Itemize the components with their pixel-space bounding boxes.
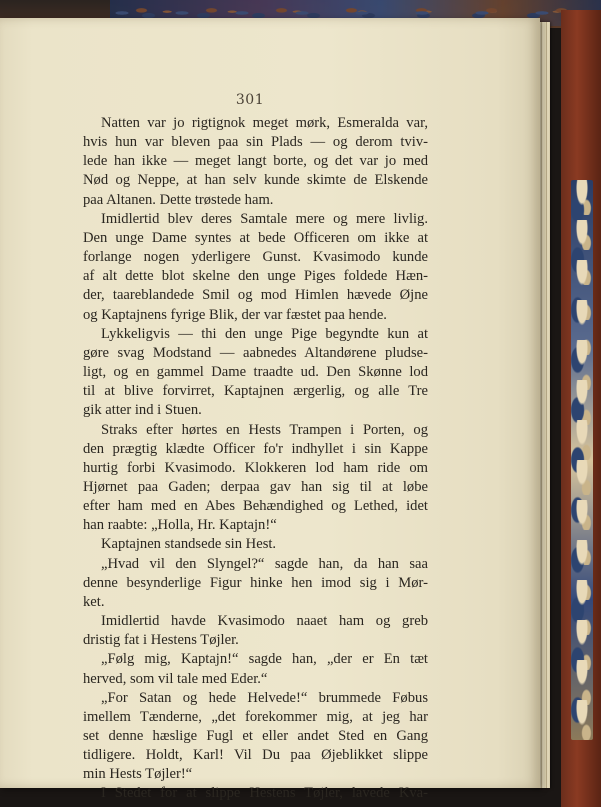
text-line: Straks efter hørtes en Hests Trampen i Porten, og: [101, 421, 428, 438]
text-line: min Hests Tøjler!“: [83, 766, 193, 783]
text-line: gøre svag Modstand — aabnedes Altandørene pludse-: [83, 344, 428, 361]
text-line: og Kaptajnens fyrige Blik, der var fæstet paa hende.: [83, 306, 387, 323]
text-line: der, taareblandede Smil og mod Himlen hævede Øjne: [83, 287, 428, 304]
text-line: Kaptajnen standsede sin Hest.: [101, 536, 277, 553]
text-line: tidligere. Holdt, Karl! Vil Du paa Øjeblikket slippe: [83, 747, 428, 764]
text-line: af alt dette blot skelne den unge Piges foldede Hæn-: [83, 268, 428, 285]
text-line: efter ham med en Abes Behændighed og Lethed, idet: [83, 498, 428, 515]
text-line: Imidlertid blev deres Samtale mere og mere livlig.: [101, 210, 428, 227]
text-line: ligt, og en gammel Dame traadte ud. Den Skønne lod: [83, 364, 428, 381]
text-line: Den unge Dame syntes at bede Officeren om ikke at: [83, 229, 428, 246]
text-line: til at blive forvirret, Kaptajnen ærgerlig, og alle Tre: [83, 383, 428, 400]
text-line: „Følg mig, Kaptajn!“ sagde han, „der er En tæt: [101, 651, 428, 668]
text-line: Nød og Neppe, at han selv kunde skimte de Elskende: [83, 172, 428, 189]
text-line: ket.: [83, 593, 105, 610]
text-line: hvis hun var bleven paa sin Plads — og derom tviv-: [83, 134, 428, 151]
text-line: dristig fat i Hestens Tøjler.: [83, 632, 239, 649]
text-line: den prægtig klædte Officer fo'r indhyllet i sin Kappe: [83, 440, 428, 457]
text-line: I Stedet for at slippe Hestens Tøjler, lavede Kva-: [101, 785, 428, 802]
text-line: imellem Tænderne, „det forekommer mig, at jeg har: [83, 708, 428, 725]
body-text: [83, 114, 428, 804]
text-line: Imidlertid havde Kvasimodo naaet ham og greb: [101, 613, 428, 630]
text-line: lede han ikke — meget langt borte, og det var jo med: [83, 153, 428, 170]
text-line: Natten var jo rigtignok meget mørk, Esmeralda var,: [101, 115, 428, 131]
text-line: „Hvad vil den Slyngel?“ sagde han, da han saa: [101, 555, 428, 572]
text-line: paa Altanen. Dette trøstede ham.: [83, 191, 274, 208]
text-line: denne besynderlige Figur hinke hen imod sig i Mør-: [83, 574, 428, 591]
book-page: [0, 18, 540, 802]
marbled-cover-strip: [571, 180, 593, 740]
text-line: Hjørnet paa Gaden; derpaa gav han sig til at løbe: [83, 478, 428, 495]
text-line: gik atter ind i Stuen.: [83, 402, 202, 419]
book-cover: [561, 10, 601, 807]
text-line: „For Satan og hede Helvede!“ brummede Føbus: [101, 689, 428, 706]
text-line: set denne hæslige Fugl et eller andet Sted en Gang: [83, 728, 428, 744]
text-line: Lykkeligvis — thi den unge Pige begyndte kun at: [101, 325, 428, 342]
text-line: han raabte: „Holla, Hr. Kaptajn!“: [83, 517, 277, 534]
text-line: hurtig forbi Kvasimodo. Klokkeren lod ham ride om: [83, 459, 428, 476]
page-number: 301: [235, 92, 265, 108]
text-line: herved, som vil tale med Eder.“: [83, 670, 268, 687]
text-line: forlange nogen yderligere Gunst. Kvasimodo kunde: [83, 249, 428, 266]
